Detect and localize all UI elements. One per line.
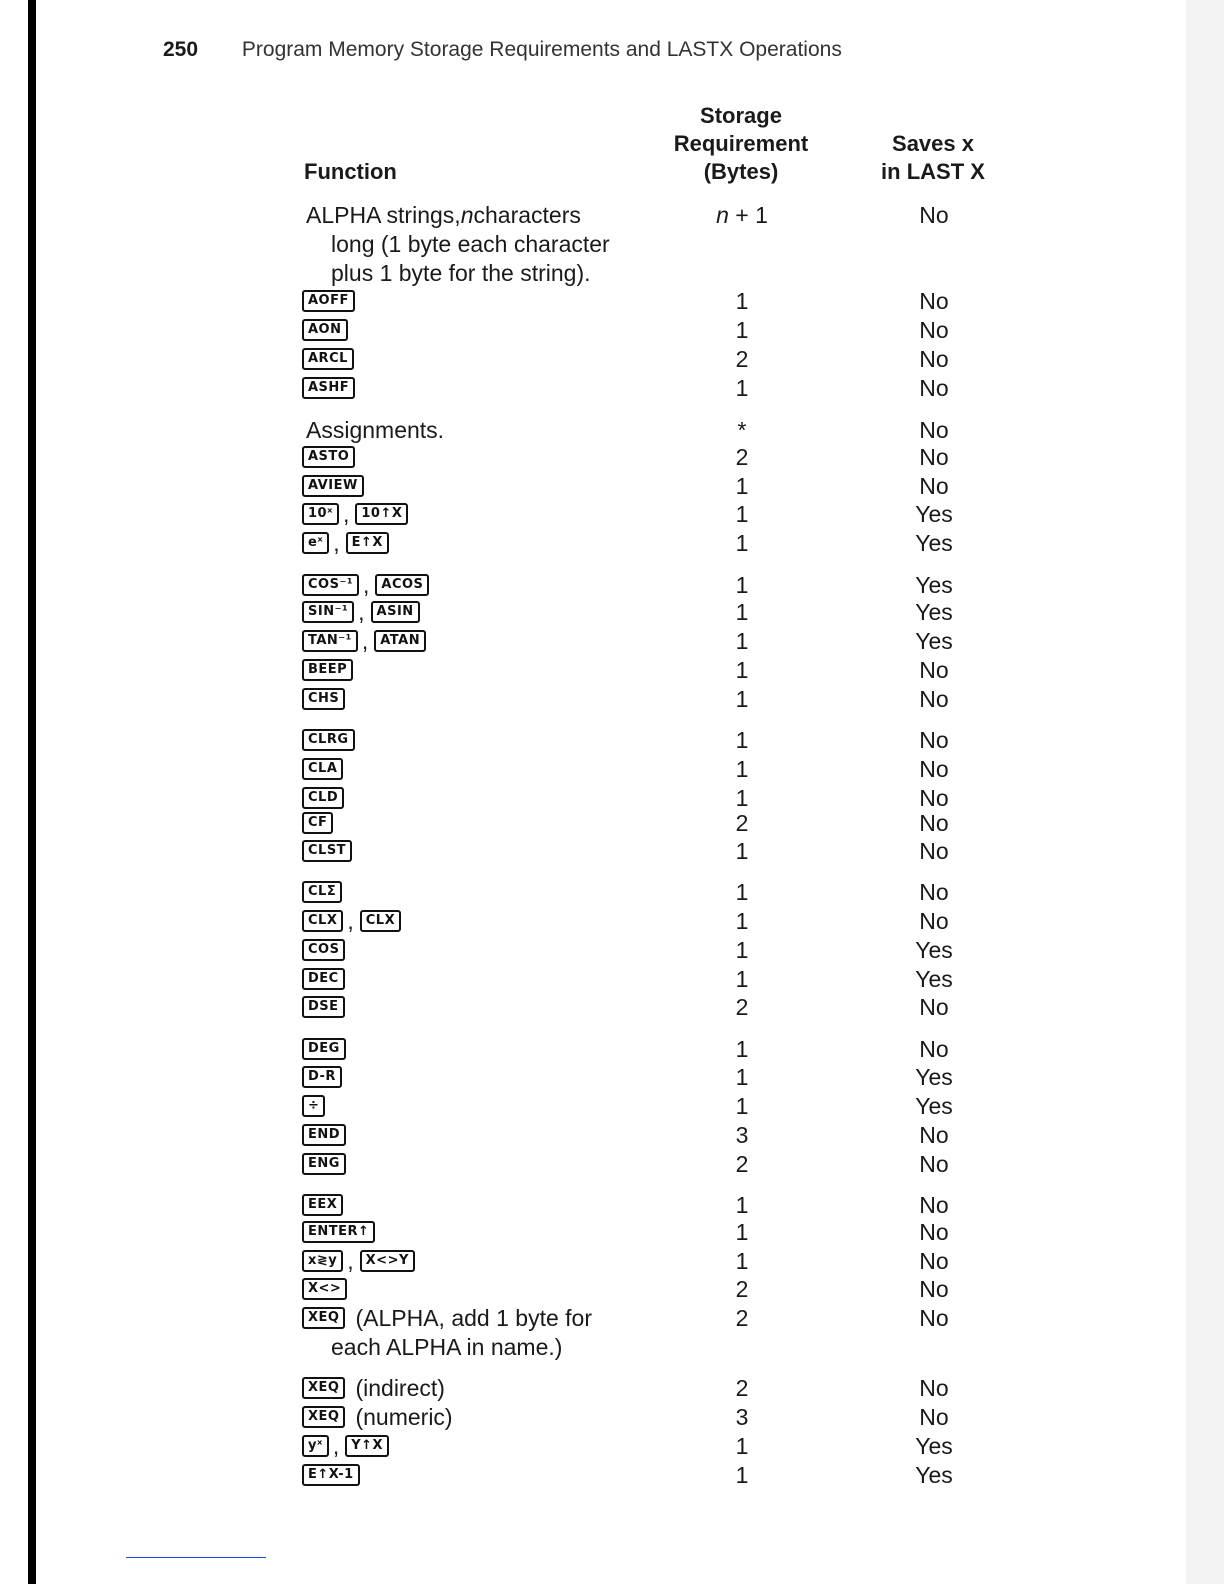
table-row (0, 316, 1224, 344)
calculator-key: ENTER↑ (302, 1221, 375, 1243)
table-row (0, 993, 1224, 1021)
bytes-cell: 1 (735, 473, 749, 499)
function-cell (302, 1275, 347, 1303)
lastx-cell: No (919, 657, 949, 683)
calculator-key: 10ˣ (302, 503, 339, 525)
bytes-cell: 2 (735, 1305, 749, 1331)
function-cell (302, 316, 348, 344)
bytes-cell: 1 (735, 1093, 749, 1119)
column-header-storage-line: Storage (700, 103, 782, 128)
lastx-cell: No (919, 444, 949, 470)
function-cell (302, 1063, 342, 1091)
calculator-key: XEQ (302, 1377, 345, 1399)
calculator-key: ARCL (302, 348, 354, 370)
function-cell (302, 936, 345, 964)
lastx-cell: No (919, 1375, 949, 1401)
calculator-key: END (302, 1124, 346, 1146)
function-cell (302, 1191, 343, 1219)
function-description: ALPHA strings, (306, 202, 461, 228)
table-row (0, 571, 1224, 599)
function-description: Assignments. (306, 417, 445, 443)
column-header-storage-line: Requirement (673, 131, 809, 156)
table-row (0, 726, 1224, 754)
bytes-cell: 1 (735, 908, 749, 934)
lastx-cell: No (919, 785, 949, 811)
function-description-continued: long (1 byte each character (331, 231, 610, 257)
variable-n: n (460, 202, 474, 228)
calculator-key: AVIEW (302, 475, 364, 497)
table-row (0, 685, 1224, 713)
table-row (0, 1150, 1224, 1178)
lastx-cell: No (919, 288, 949, 314)
table-row (0, 1275, 1224, 1303)
table-row (0, 809, 1224, 837)
lastx-cell: Yes (915, 1462, 953, 1488)
lastx-cell: No (919, 1276, 949, 1302)
bytes-cell: 1 (735, 501, 749, 527)
bytes-cell: 1 (735, 966, 749, 992)
bytes-cell: 3 (735, 1404, 749, 1430)
function-cell (302, 726, 355, 754)
lastx-cell: No (919, 686, 949, 712)
variable-n: n (716, 202, 729, 228)
function-cell (302, 201, 581, 229)
footer-rule (126, 1557, 266, 1558)
calculator-key: x≷y (302, 1250, 343, 1272)
bytes-cell: 1 (735, 756, 749, 782)
column-header-function-text: Function (304, 159, 397, 184)
key-separator: , (332, 1433, 340, 1459)
calculator-key: ASHF (302, 377, 355, 399)
lastx-cell: No (919, 1248, 949, 1274)
lastx-cell: No (919, 317, 949, 343)
calculator-key: ENG (302, 1153, 346, 1175)
lastx-cell: No (919, 1036, 949, 1062)
function-cell (302, 287, 355, 315)
function-cell (302, 472, 364, 500)
calculator-key: CLD (302, 787, 344, 809)
function-description: (indirect) (355, 1375, 445, 1401)
lastx-cell: Yes (915, 1093, 953, 1119)
bytes-cell: 1 (735, 838, 749, 864)
function-cell (302, 784, 344, 812)
calculator-key: ASTO (302, 446, 355, 468)
table-row (0, 627, 1224, 655)
function-description: (numeric) (355, 1404, 453, 1430)
lastx-cell: Yes (915, 1433, 953, 1459)
table-row (0, 1121, 1224, 1149)
bytes-cell: 2 (735, 444, 749, 470)
lastx-cell: No (919, 1192, 949, 1218)
table-row (0, 755, 1224, 783)
column-header-lastx-line: Saves x (892, 131, 974, 156)
lastx-cell: Yes (915, 1064, 953, 1090)
function-cell (302, 1374, 445, 1402)
lastx-cell: Yes (915, 937, 953, 963)
calculator-key: Y↑X (345, 1435, 389, 1457)
table-row (0, 1247, 1224, 1275)
function-cell (302, 1432, 389, 1460)
column-header-storage-line: (Bytes) (703, 159, 779, 184)
function-cell (302, 345, 354, 373)
lastx-cell: No (919, 810, 949, 836)
lastx-cell: Yes (915, 628, 953, 654)
table-row (0, 529, 1224, 557)
lastx-cell: No (919, 1122, 949, 1148)
lastx-cell: No (919, 756, 949, 782)
lastx-cell: No (919, 1151, 949, 1177)
function-cell (302, 656, 353, 684)
function-cell (302, 500, 408, 528)
table-row (0, 345, 1224, 373)
table-row (0, 1063, 1224, 1091)
table-row (0, 287, 1224, 315)
calculator-key: ASIN (371, 601, 420, 623)
table-row (0, 1092, 1224, 1120)
function-cell (302, 837, 352, 865)
function-cell (302, 1304, 592, 1332)
key-separator: , (333, 530, 340, 556)
table-row (0, 878, 1224, 906)
bytes-cell: 1 (735, 530, 749, 556)
calculator-key: CLRG (302, 729, 355, 751)
bytes-cell: 2 (735, 1151, 749, 1177)
bytes-cell: 1 (735, 1219, 749, 1245)
calculator-key: CHS (302, 688, 345, 710)
calculator-key: BEEP (302, 659, 353, 681)
calculator-key: CLΣ (302, 881, 342, 903)
calculator-key: SIN⁻¹ (302, 601, 354, 623)
lastx-cell: No (919, 1404, 949, 1430)
column-header-lastx-line: in LAST X (881, 159, 985, 184)
table-row (0, 907, 1224, 935)
bytes-cell: * (737, 417, 747, 443)
lastx-cell: No (919, 994, 949, 1020)
bytes-cell: 1 (735, 572, 749, 598)
function-cell (302, 965, 345, 993)
bytes-cell: 2 (735, 994, 749, 1020)
function-cell (302, 1461, 360, 1489)
table-row (0, 1374, 1224, 1402)
lastx-cell: No (919, 1305, 949, 1331)
function-cell (302, 1150, 346, 1178)
bytes-cell: 2 (735, 810, 749, 836)
function-cell (302, 529, 389, 557)
table-row (0, 965, 1224, 993)
table-row (0, 416, 1224, 444)
table-row (0, 443, 1224, 471)
function-cell (302, 1247, 415, 1275)
bytes-cell: 2 (735, 1375, 749, 1401)
lastx-cell: No (919, 375, 949, 401)
bytes-cell: 1 (735, 317, 749, 343)
calculator-key: CF (302, 812, 333, 834)
key-separator: , (363, 572, 370, 598)
function-cell (302, 416, 444, 444)
lastx-cell: No (919, 727, 949, 753)
calculator-key: CLX (302, 910, 343, 932)
calculator-key: ACOS (375, 574, 429, 596)
table-row (0, 784, 1224, 812)
calculator-key: COS⁻¹ (302, 574, 359, 596)
bytes-cell: 3 (735, 1122, 749, 1148)
bytes-cell: 2 (735, 346, 749, 372)
calculator-key: 10↑X (355, 503, 408, 525)
table-row (0, 500, 1224, 528)
calculator-key: COS (302, 939, 345, 961)
calculator-key: E↑X-1 (302, 1464, 360, 1486)
table-row (0, 1304, 1224, 1332)
bytes-cell: 1 (735, 1064, 749, 1090)
page-title: Program Memory Storage Requirements and LASTX Operations (241, 38, 842, 61)
key-separator: , (347, 1248, 354, 1274)
calculator-key: ÷ (302, 1095, 325, 1117)
calculator-key: X<>Y (360, 1250, 415, 1272)
bytes-cell (700, 201, 784, 229)
key-separator: , (347, 908, 354, 934)
table-row (0, 374, 1224, 402)
bytes-rest: + 1 (728, 202, 768, 228)
bytes-cell: 1 (735, 1036, 749, 1062)
calculator-key: eˣ (302, 532, 329, 554)
function-cell (302, 627, 426, 655)
lastx-cell: Yes (915, 966, 953, 992)
function-cell (302, 443, 355, 471)
calculator-key: XEQ (302, 1307, 345, 1329)
function-cell (302, 1035, 346, 1063)
calculator-key: D-R (302, 1066, 342, 1088)
function-cell (302, 1092, 325, 1120)
lastx-cell: Yes (915, 572, 953, 598)
lastx-cell: Yes (915, 501, 953, 527)
table-row (0, 656, 1224, 684)
function-description-continued: plus 1 byte for the string). (331, 260, 591, 286)
calculator-key: TAN⁻¹ (302, 630, 358, 652)
calculator-key: EEX (302, 1194, 343, 1216)
calculator-key: CLX (360, 910, 401, 932)
bytes-cell: 1 (735, 1433, 749, 1459)
key-separator: , (361, 628, 369, 654)
page-number: 250 (163, 38, 199, 61)
function-cell (302, 571, 429, 599)
calculator-key: DEC (302, 968, 345, 990)
lastx-cell: No (919, 908, 949, 934)
bytes-cell: 1 (735, 628, 749, 654)
lastx-cell: No (919, 417, 949, 443)
bytes-cell: 1 (735, 727, 749, 753)
calculator-key: AOFF (302, 290, 355, 312)
calculator-key: DEG (302, 1038, 346, 1060)
bytes-cell: 1 (735, 785, 749, 811)
function-cell (302, 878, 342, 906)
calculator-key: XEQ (302, 1406, 345, 1428)
calculator-key: DSE (302, 996, 345, 1018)
table-row (0, 1403, 1224, 1431)
bytes-cell: 1 (735, 375, 749, 401)
calculator-key: yˣ (302, 1435, 329, 1457)
table-row (0, 1191, 1224, 1219)
table-row (0, 837, 1224, 865)
function-cell (302, 1403, 453, 1431)
lastx-cell: No (919, 1219, 949, 1245)
calculator-key: CLST (302, 840, 352, 862)
calculator-key: AON (302, 319, 348, 341)
table-row (0, 598, 1224, 626)
function-cell (302, 993, 345, 1021)
lastx-cell: No (919, 473, 949, 499)
function-description: (ALPHA, add 1 byte for (355, 1305, 592, 1331)
function-cell (302, 685, 345, 713)
lastx-cell: Yes (915, 530, 953, 556)
function-cell (302, 809, 333, 837)
bytes-cell: 1 (735, 1192, 749, 1218)
table-row (0, 1035, 1224, 1063)
table-row (0, 1461, 1224, 1489)
table-row (0, 1432, 1224, 1460)
bytes-cell: 1 (735, 1462, 749, 1488)
bytes-cell: 2 (735, 1276, 749, 1302)
function-cell (302, 1121, 346, 1149)
function-cell (302, 907, 401, 935)
key-separator: , (358, 599, 365, 625)
bytes-cell: 1 (735, 288, 749, 314)
function-cell (302, 1218, 375, 1246)
bytes-cell: 1 (735, 937, 749, 963)
key-separator: , (342, 501, 350, 527)
calculator-key: X<> (302, 1278, 347, 1300)
lastx-cell: Yes (915, 599, 953, 625)
function-cell (302, 598, 420, 626)
bytes-cell: 1 (735, 657, 749, 683)
function-cell (302, 755, 343, 783)
table-row (0, 201, 1224, 229)
bytes-cell: 1 (735, 1248, 749, 1274)
calculator-key: CLA (302, 758, 343, 780)
table-row (0, 472, 1224, 500)
lastx-cell: No (919, 202, 949, 228)
function-description-rest: characters (473, 202, 581, 228)
lastx-cell: No (919, 879, 949, 905)
bytes-cell: 1 (735, 686, 749, 712)
function-description-continued: each ALPHA in name.) (331, 1334, 563, 1360)
function-cell (302, 374, 355, 402)
bytes-cell: 1 (735, 599, 749, 625)
calculator-key: E↑X (346, 532, 389, 554)
calculator-key: ATAN (374, 630, 426, 652)
bytes-cell: 1 (735, 879, 749, 905)
table-row (0, 1218, 1224, 1246)
lastx-cell: No (919, 838, 949, 864)
table-row (0, 936, 1224, 964)
lastx-cell: No (919, 346, 949, 372)
